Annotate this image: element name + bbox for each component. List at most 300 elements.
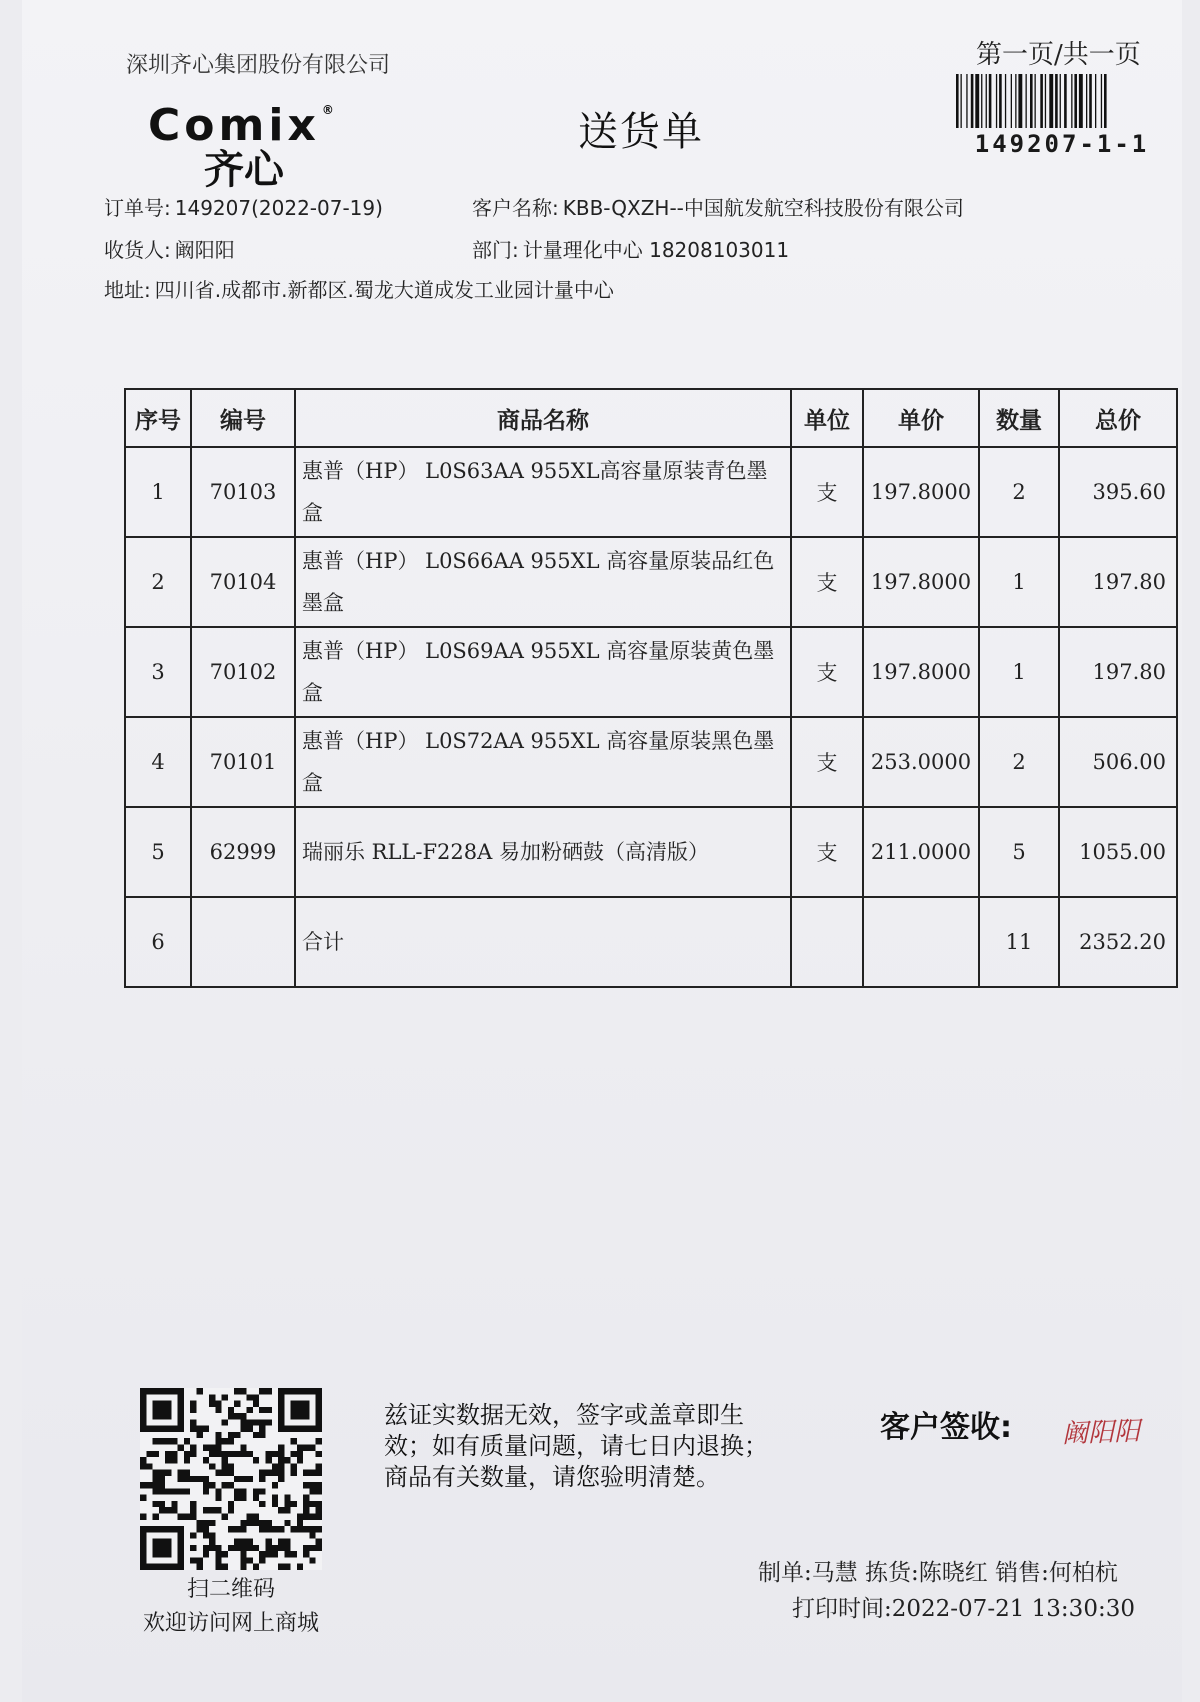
qr-module xyxy=(228,1432,234,1438)
qr-module xyxy=(303,1551,309,1557)
qr-code-icon xyxy=(140,1388,322,1570)
qr-module xyxy=(184,1476,190,1482)
department: 部门: 计量理化中心 18208103011 xyxy=(472,238,790,262)
qr-module xyxy=(240,1413,246,1419)
barcode-bar xyxy=(1030,74,1033,128)
barcode-bar xyxy=(1011,74,1012,128)
qr-module xyxy=(240,1520,246,1526)
document-title: 送货单 xyxy=(578,109,704,155)
barcode-bar xyxy=(956,74,959,128)
qr-module xyxy=(247,1476,253,1482)
cell-product-name: 瑞丽乐 RLL-F228A 易加粉硒鼓（高清版） xyxy=(295,807,791,897)
qr-module xyxy=(153,1476,159,1482)
cell-unit xyxy=(791,897,863,987)
barcode-bar xyxy=(1074,74,1077,128)
qr-module xyxy=(234,1451,240,1457)
qr-module xyxy=(240,1419,246,1425)
qr-module xyxy=(190,1426,196,1432)
qr-module xyxy=(309,1470,315,1476)
col-header-price: 单价 xyxy=(863,389,979,447)
qr-module xyxy=(153,1401,172,1420)
qr-module xyxy=(259,1426,265,1432)
qr-module xyxy=(222,1470,228,1476)
qr-module xyxy=(240,1539,246,1545)
qr-module xyxy=(215,1432,221,1438)
qr-module xyxy=(278,1451,284,1457)
qr-module xyxy=(316,1507,322,1513)
qr-module xyxy=(266,1457,272,1463)
qr-module xyxy=(190,1401,196,1407)
qr-module xyxy=(247,1419,253,1425)
qr-module xyxy=(266,1545,272,1551)
company-name: 深圳齐心集团股份有限公司 xyxy=(126,53,391,78)
cell-qty: 2 xyxy=(979,447,1059,537)
qr-module xyxy=(234,1388,240,1394)
qr-module xyxy=(272,1545,278,1551)
paper xyxy=(22,0,1182,1702)
qr-module xyxy=(184,1457,190,1463)
barcode-bar xyxy=(1015,74,1016,128)
barcode-bar xyxy=(1040,74,1043,128)
qr-module xyxy=(278,1463,284,1469)
qr-module xyxy=(222,1451,228,1457)
qr-module xyxy=(215,1444,221,1450)
qr-module xyxy=(228,1507,234,1513)
qr-module xyxy=(316,1488,322,1494)
qr-module xyxy=(266,1551,272,1557)
qr-module xyxy=(272,1526,278,1532)
staff-line: 制单:马慧 拣货:陈晓红 销售:何柏杭 xyxy=(758,1560,1118,1586)
barcode-bar xyxy=(1101,74,1102,128)
logo-text-en: Comix ® xyxy=(148,100,338,151)
qr-module xyxy=(203,1476,209,1482)
qr-module xyxy=(272,1501,278,1507)
qr-module xyxy=(291,1438,297,1444)
qr-module xyxy=(203,1551,209,1557)
qr-module xyxy=(284,1520,290,1526)
cell-seq: 5 xyxy=(125,807,191,897)
qr-module xyxy=(196,1520,202,1526)
customer-sign-label: 客户签收: xyxy=(880,1410,1012,1445)
cell-amount-sum: 2352.20 xyxy=(1059,897,1177,987)
qr-module xyxy=(234,1495,240,1501)
barcode-bar xyxy=(1060,74,1061,128)
qr-module xyxy=(184,1488,190,1494)
qr-module xyxy=(215,1507,221,1513)
qr-module xyxy=(309,1501,315,1507)
barcode-number: 149207-1-1 xyxy=(974,130,1150,158)
customer-name: 客户名称: KBB-QXZH--中国航发航空科技股份有限公司 xyxy=(472,196,964,220)
comix-logo xyxy=(148,100,378,204)
qr-module xyxy=(190,1557,196,1563)
qr-module xyxy=(272,1551,278,1557)
qr-module xyxy=(215,1407,221,1413)
qr-module xyxy=(278,1444,284,1450)
qr-caption: 扫二维码 xyxy=(186,1577,275,1602)
qr-module xyxy=(171,1501,177,1507)
table-row xyxy=(125,627,1177,717)
barcode-bar xyxy=(1086,74,1087,128)
cell-unit: 支 xyxy=(791,627,863,717)
qr-module xyxy=(190,1501,196,1507)
qr-module xyxy=(209,1451,215,1457)
qr-module xyxy=(247,1426,253,1432)
qr-module xyxy=(253,1564,259,1570)
qr-module xyxy=(291,1401,310,1420)
cell-price: 211.0000 xyxy=(863,807,979,897)
qr-module xyxy=(203,1520,209,1526)
qr-module xyxy=(234,1539,240,1545)
qr-module xyxy=(190,1545,196,1551)
col-header-total: 总价 xyxy=(1059,389,1177,447)
qr-module xyxy=(209,1482,215,1488)
qr-module xyxy=(190,1444,196,1450)
qr-module xyxy=(284,1501,290,1507)
qr-module xyxy=(266,1470,272,1476)
qr-module xyxy=(303,1482,309,1488)
order-number: 订单号: 149207(2022-07-19) xyxy=(104,196,383,220)
qr-module xyxy=(234,1545,240,1551)
qr-module xyxy=(153,1482,159,1488)
qr-module xyxy=(222,1394,228,1400)
qr-module xyxy=(259,1526,265,1532)
qr-module xyxy=(291,1526,297,1532)
qr-module xyxy=(309,1514,315,1520)
qr-module xyxy=(146,1463,152,1469)
qr-module xyxy=(215,1551,221,1557)
barcode-bar xyxy=(961,74,962,128)
barcode-bar xyxy=(1055,74,1058,128)
qr-module xyxy=(171,1507,177,1513)
qr-module xyxy=(165,1470,171,1476)
qr-module xyxy=(253,1394,259,1400)
qr-module xyxy=(303,1444,309,1450)
qr-module xyxy=(146,1451,152,1457)
qr-module xyxy=(209,1545,215,1551)
qr-module xyxy=(240,1476,246,1482)
qr-module xyxy=(222,1463,228,1469)
qr-module xyxy=(284,1564,290,1570)
qr-module xyxy=(184,1514,190,1520)
qr-module xyxy=(228,1407,234,1413)
qr-module xyxy=(316,1545,322,1551)
barcode-bar xyxy=(981,74,982,128)
qr-module xyxy=(184,1451,190,1457)
qr-module xyxy=(171,1457,177,1463)
qr-module xyxy=(278,1507,284,1513)
qr-module xyxy=(272,1451,278,1457)
qr-module xyxy=(234,1488,240,1494)
qr-module xyxy=(159,1488,165,1494)
qr-module xyxy=(259,1501,265,1507)
cell-total: 1055.00 xyxy=(1059,807,1177,897)
qr-module xyxy=(203,1444,209,1450)
qr-module xyxy=(240,1488,246,1494)
qr-module xyxy=(259,1551,265,1557)
qr-module xyxy=(247,1407,253,1413)
qr-module xyxy=(209,1394,215,1400)
qr-module xyxy=(171,1488,177,1494)
qr-module xyxy=(297,1526,303,1532)
qr-module xyxy=(291,1451,297,1457)
qr-module xyxy=(309,1557,315,1563)
table-row xyxy=(125,447,1177,537)
qr-module xyxy=(215,1401,221,1407)
qr-module xyxy=(228,1463,234,1469)
cell-code: 62999 xyxy=(191,807,295,897)
barcode-bar xyxy=(999,74,1002,128)
qr-module xyxy=(266,1539,272,1545)
qr-module xyxy=(222,1482,228,1488)
col-header-seq: 序号 xyxy=(125,389,191,447)
qr-module xyxy=(190,1407,196,1413)
notice-text xyxy=(384,1400,804,1493)
qr-module xyxy=(240,1444,246,1450)
barcode-bar xyxy=(1018,74,1022,128)
table-row xyxy=(125,537,1177,627)
qr-module xyxy=(284,1495,290,1501)
qr-module xyxy=(234,1476,240,1482)
barcode-icon xyxy=(954,74,1170,128)
qr-module xyxy=(159,1476,165,1482)
goods-table xyxy=(124,388,1178,988)
cell-code xyxy=(191,897,295,987)
notice-line: 效；如有质量问题，请七日内退换； xyxy=(384,1432,768,1460)
cell-qty: 1 xyxy=(979,627,1059,717)
notice-line: 商品有关数量，请您验明清楚。 xyxy=(384,1463,720,1491)
qr-module xyxy=(196,1432,202,1438)
qr-module xyxy=(266,1388,272,1394)
cell-seq: 6 xyxy=(125,897,191,987)
table-row-total xyxy=(125,897,1177,987)
qr-module xyxy=(240,1526,246,1532)
qr-module xyxy=(184,1470,190,1476)
qr-module xyxy=(278,1545,284,1551)
qr-module xyxy=(240,1451,246,1457)
qr-module xyxy=(316,1470,322,1476)
cell-seq: 4 xyxy=(125,717,191,807)
cell-code: 70104 xyxy=(191,537,295,627)
barcode-bar xyxy=(1049,74,1053,128)
cell-total: 197.80 xyxy=(1059,627,1177,717)
barcode-bar xyxy=(989,74,992,128)
qr-module xyxy=(309,1444,315,1450)
qr-module xyxy=(266,1526,272,1532)
cell-product-name: 惠普（HP） L0S63AA 955XL高容量原装青色墨盒 xyxy=(295,447,791,537)
qr-module xyxy=(303,1470,309,1476)
qr-module xyxy=(222,1564,228,1570)
cell-total: 506.00 xyxy=(1059,717,1177,807)
qr-module xyxy=(178,1514,184,1520)
qr-module xyxy=(316,1451,322,1457)
qr-module xyxy=(222,1457,228,1463)
qr-module xyxy=(159,1470,165,1476)
qr-module xyxy=(303,1507,309,1513)
cell-total-label: 合计 xyxy=(295,897,791,987)
handwritten-signature: 阚阳阳 xyxy=(1061,1416,1141,1450)
qr-module xyxy=(209,1401,215,1407)
qr-module xyxy=(247,1545,253,1551)
qr-module xyxy=(247,1539,253,1545)
qr-module xyxy=(209,1520,215,1526)
qr-module xyxy=(165,1457,171,1463)
qr-module xyxy=(228,1501,234,1507)
qr-module xyxy=(247,1557,253,1563)
qr-module xyxy=(316,1526,322,1532)
cell-seq: 3 xyxy=(125,627,191,717)
qr-module xyxy=(297,1564,303,1570)
qr-module xyxy=(253,1457,259,1463)
qr-module xyxy=(153,1470,159,1476)
qr-module xyxy=(291,1463,297,1469)
qr-module xyxy=(284,1507,290,1513)
qr-module xyxy=(215,1438,221,1444)
qr-caption-mall: 欢迎访问网上商城 xyxy=(142,1611,319,1636)
qr-module xyxy=(253,1520,259,1526)
qr-module xyxy=(303,1545,309,1551)
barcode-bar xyxy=(986,74,987,128)
qr-module xyxy=(140,1514,146,1520)
barcode-bar xyxy=(966,74,967,128)
qr-module xyxy=(240,1426,246,1432)
qr-module xyxy=(209,1444,215,1450)
qr-module xyxy=(153,1488,159,1494)
qr-module xyxy=(190,1532,196,1538)
qr-module xyxy=(196,1476,202,1482)
qr-module xyxy=(309,1532,315,1538)
qr-module xyxy=(247,1514,253,1520)
qr-module xyxy=(253,1401,259,1407)
qr-module xyxy=(234,1401,240,1407)
cell-product-name: 惠普（HP） L0S66AA 955XL 高容量原装品红色墨盒 xyxy=(295,537,791,627)
col-header-unit: 单位 xyxy=(791,389,863,447)
cell-total: 395.60 xyxy=(1059,447,1177,537)
qr-module xyxy=(272,1482,278,1488)
barcode-bar xyxy=(1104,74,1107,128)
qr-module xyxy=(159,1482,165,1488)
qr-module xyxy=(159,1501,165,1507)
qr-module xyxy=(253,1419,259,1425)
table-row xyxy=(125,807,1177,897)
qr-module xyxy=(153,1451,159,1457)
qr-module xyxy=(165,1488,171,1494)
cell-total: 197.80 xyxy=(1059,537,1177,627)
qr-module xyxy=(278,1470,284,1476)
qr-module xyxy=(228,1470,234,1476)
qr-module xyxy=(259,1470,265,1476)
qr-module xyxy=(203,1426,209,1432)
qr-module xyxy=(209,1463,215,1469)
print-time: 打印时间:2022-07-21 13:30:30 xyxy=(792,1596,1135,1622)
page-indicator: 第一页/共一页 xyxy=(976,40,1141,70)
qr-module xyxy=(222,1438,228,1444)
qr-module xyxy=(316,1438,322,1444)
col-header-name: 商品名称 xyxy=(295,389,791,447)
qr-module xyxy=(140,1482,146,1488)
qr-module xyxy=(159,1507,165,1513)
qr-module xyxy=(259,1557,265,1563)
address: 地址: 四川省.成都市.新都区.蜀龙大道成发工业园计量中心 xyxy=(104,278,614,302)
qr-module xyxy=(247,1394,253,1400)
notice-line: 兹证实数据无效，签字或盖章即生 xyxy=(384,1401,744,1429)
qr-module xyxy=(153,1501,159,1507)
qr-module xyxy=(196,1557,202,1563)
qr-module xyxy=(178,1476,184,1482)
qr-module xyxy=(309,1482,315,1488)
qr-module xyxy=(316,1514,322,1520)
qr-module xyxy=(228,1482,234,1488)
qr-module xyxy=(171,1438,177,1444)
qr-module xyxy=(284,1539,290,1545)
cell-qty: 2 xyxy=(979,717,1059,807)
qr-module xyxy=(203,1488,209,1494)
cell-unit: 支 xyxy=(791,447,863,537)
table-row xyxy=(125,717,1177,807)
qr-module xyxy=(228,1438,234,1444)
col-header-qty: 数量 xyxy=(979,389,1059,447)
cell-price xyxy=(863,897,979,987)
cell-product-name: 惠普（HP） L0S72AA 955XL 高容量原装黑色墨盒 xyxy=(295,717,791,807)
cell-code: 70103 xyxy=(191,447,295,537)
qr-module xyxy=(284,1545,290,1551)
qr-module xyxy=(178,1488,184,1494)
qr-module xyxy=(240,1557,246,1563)
qr-module xyxy=(253,1488,259,1494)
qr-module xyxy=(165,1438,171,1444)
qr-module xyxy=(316,1539,322,1545)
qr-module xyxy=(253,1514,259,1520)
qr-module xyxy=(259,1419,265,1425)
cell-price: 197.8000 xyxy=(863,447,979,537)
qr-module xyxy=(297,1520,303,1526)
qr-module xyxy=(303,1501,309,1507)
qr-module xyxy=(303,1495,309,1501)
qr-module xyxy=(215,1495,221,1501)
qr-module xyxy=(215,1488,221,1494)
qr-module xyxy=(228,1545,234,1551)
qr-module xyxy=(297,1514,303,1520)
qr-module xyxy=(316,1482,322,1488)
cell-unit: 支 xyxy=(791,807,863,897)
qr-module xyxy=(259,1488,265,1494)
qr-module xyxy=(272,1495,278,1501)
barcode-bar xyxy=(1064,74,1067,128)
qr-module xyxy=(297,1451,303,1457)
qr-module xyxy=(284,1457,290,1463)
logo-text-cn: 齐心 xyxy=(204,147,284,193)
qr-module xyxy=(178,1444,184,1450)
cell-price: 197.8000 xyxy=(863,627,979,717)
qr-module xyxy=(203,1482,209,1488)
qr-module xyxy=(203,1526,209,1532)
qr-module xyxy=(153,1539,172,1558)
qr-module xyxy=(278,1564,284,1570)
qr-module xyxy=(190,1476,196,1482)
qr-module xyxy=(297,1457,303,1463)
cell-unit: 支 xyxy=(791,537,863,627)
qr-module xyxy=(240,1551,246,1557)
qr-module xyxy=(266,1451,272,1457)
qr-module xyxy=(278,1539,284,1545)
qr-module xyxy=(259,1432,265,1438)
qr-module xyxy=(272,1470,278,1476)
cell-price: 253.0000 xyxy=(863,717,979,807)
cell-qty: 5 xyxy=(979,807,1059,897)
qr-module xyxy=(309,1526,315,1532)
qr-module xyxy=(278,1526,284,1532)
qr-module xyxy=(253,1495,259,1501)
qr-module xyxy=(240,1495,246,1501)
